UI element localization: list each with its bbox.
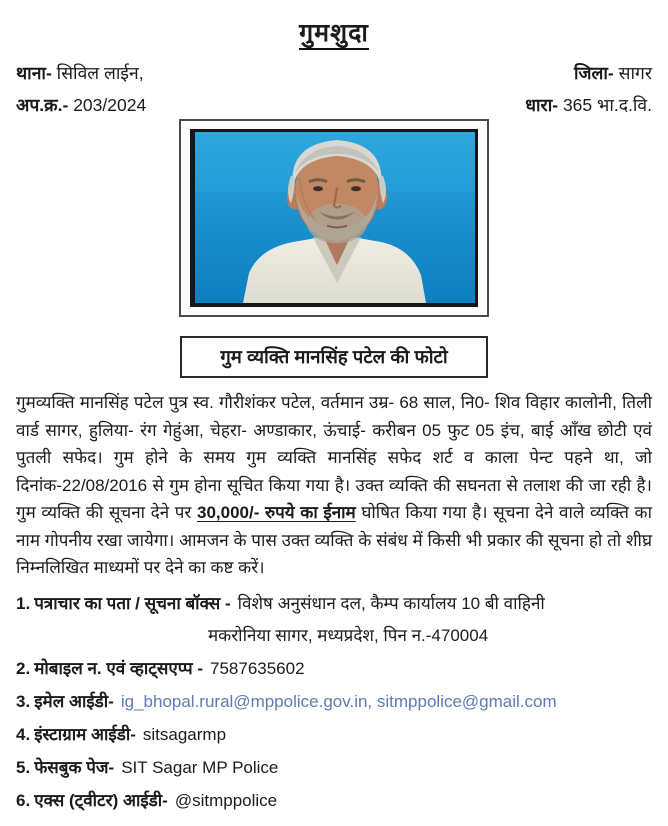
case-header [16, 61, 652, 117]
section-value: 365 भा.द.वि. [562, 95, 652, 115]
police-station-value: सिविल लाईन, [56, 63, 144, 83]
email-links[interactable]: ig_bhopal.rural@mppolice.gov.in, sitmppolice@gmail.com [120, 691, 557, 711]
photo-caption-box [180, 336, 487, 378]
contact-item-instagram [16, 724, 652, 746]
photo-frame [179, 119, 489, 317]
description-before-reward: गुमव्यक्ति मानसिंह पटेल पुत्र स्व. गौरीशंकर पटेल, वर्तमान उम्र- 68 साल, नि0- शिव विहार कालोनी, तिली वार्ड सागर, हुलिया- रंग गेहुंआ, चेहरा- अण्डाकार, ऊंचाई- करीबन 05 फुट 05 इंच, बाई आँख छोटी एवं पुतली सफेद। गुम होने के समय गुम व्यक्ति मानसिंह सफेद शर्ट व काला पेन्ट पहने था, जो दिनांक-22/08/2016 से गुम होना सूचित किया गया है। उक्त व्यक्ति की सघनता से तलाश की जा रही है। गुम व्यक्ति की सूचना देने पर [16, 393, 652, 522]
police-station-label: थाना- [16, 63, 52, 83]
contact-number: 3. [16, 691, 31, 711]
poster-title-text: गुमशुदा [299, 19, 369, 50]
mobile-whatsapp-value: 7587635602 [210, 658, 305, 678]
contact-number: 2. [16, 658, 31, 678]
district-value: सागर [618, 63, 652, 83]
contact-number: 6. [16, 790, 31, 810]
photo-caption-text: गुम व्यक्ति मानसिंह पटेल की फोटो [220, 346, 448, 367]
email-label: इमेल आईडी- [34, 691, 114, 711]
case-number-value: 203/2024 [73, 95, 147, 115]
instagram-label: इंस्टाग्राम आईडी- [34, 724, 136, 744]
header-left-column [16, 61, 146, 117]
person-photo-illustration [195, 132, 475, 303]
section-line [525, 93, 652, 117]
district-label: जिला- [574, 63, 614, 83]
facebook-label: फेसबुक पेज- [34, 757, 115, 777]
police-station-line [16, 61, 146, 85]
twitter-x-label: एक्स (ट्वीटर) आईडी- [34, 790, 168, 810]
description-after-reward: घोषित किया गया है। सूचना देने वाले व्यक्ति का नाम गोपनीय रखा जायेगा। आमजन के पास उक्त व्यक्ति के संबंध में किसी भी प्रकार की सूचना हो तो शीघ्र निम्नलिखित माध्यमों पर देने का कष्ट करें। [16, 503, 652, 577]
case-number-label: अप.क्र.- [16, 95, 69, 115]
twitter-x-value: @sitmppolice [174, 790, 278, 810]
header-right-column [525, 61, 652, 117]
postal-address-value-line2: मकरोनिया सागर, मध्यप्रदेश, पिन न.-470004 [208, 625, 489, 645]
contact-item-postal-address [16, 593, 652, 615]
contact-item-twitter-x [16, 790, 652, 812]
instagram-value: sitsagarmp [142, 724, 227, 744]
contact-item-mobile-whatsapp [16, 658, 652, 680]
facebook-value: SIT Sagar MP Police [121, 757, 279, 777]
reward-amount: 30,000/- रुपये का ईनाम [196, 503, 356, 522]
postal-address-value: विशेष अनुसंधान दल, कैम्प कार्यालय 10 बी वाहिनी [237, 593, 545, 613]
case-number-line [16, 93, 146, 117]
contact-number: 5. [16, 757, 31, 777]
mobile-whatsapp-label: मोबाइल न. एवं व्हाट्सएप्प - [34, 658, 203, 678]
contact-item-email [16, 691, 652, 713]
district-line [525, 61, 652, 85]
postal-address-label: पत्राचार का पता / सूचना बॉक्स - [34, 593, 231, 613]
contact-item-facebook [16, 757, 652, 779]
contact-list [16, 593, 652, 812]
poster-title [16, 12, 652, 49]
contact-number: 1. [16, 593, 31, 613]
contact-number: 4. [16, 724, 31, 744]
section-label: धारा- [525, 95, 559, 115]
missing-person-photo [190, 129, 478, 307]
description-paragraph [16, 389, 652, 582]
